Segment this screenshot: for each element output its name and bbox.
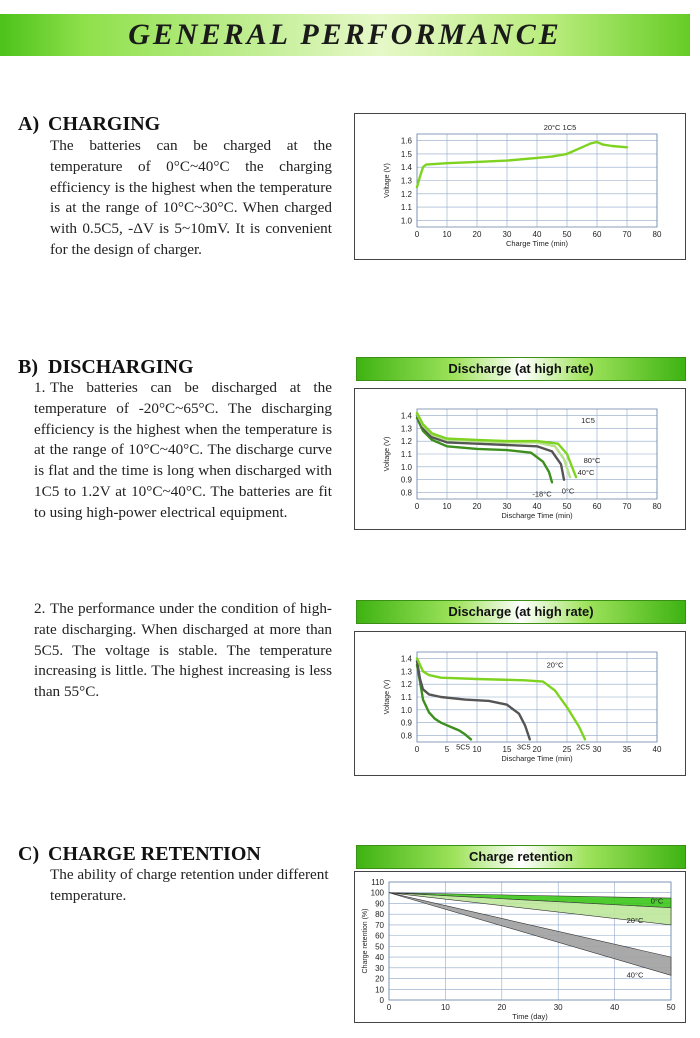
chart-annotation: 1C5 — [581, 416, 595, 426]
y-tick-label: 100 — [370, 888, 384, 898]
x-tick-label: 70 — [622, 230, 632, 239]
x-tick-label: 40 — [610, 1003, 620, 1012]
series-line — [417, 661, 530, 739]
series-label: 40°C — [626, 970, 644, 980]
y-tick-label: 1.1 — [400, 450, 412, 459]
y-tick-label: 20 — [375, 974, 384, 984]
chart-annotation: 20°C — [546, 660, 564, 670]
x-axis-label: Discharge Time (min) — [501, 754, 573, 763]
discharging-item-2 — [34, 599, 332, 703]
discharge-rate-chart — [354, 631, 686, 776]
retention-paragraph: The ability of charge retention under different temperature. — [50, 866, 329, 904]
x-tick-label: 35 — [622, 745, 632, 754]
y-tick-label: 1.0 — [400, 705, 412, 715]
x-tick-label: 40 — [532, 502, 542, 511]
section-letter: A) — [18, 113, 40, 135]
y-axis-label: Voltage (V) — [384, 436, 391, 472]
y-tick-label: 30 — [375, 963, 384, 973]
y-tick-label: 0.8 — [400, 488, 412, 498]
y-tick-label: 1.4 — [400, 654, 412, 664]
discharge-temperature-svg — [355, 389, 684, 528]
x-tick-label: 50 — [666, 1003, 676, 1012]
charge-curve-svg — [355, 114, 684, 258]
series-label: 20°C 1C5 — [543, 122, 577, 132]
series-label: 40°C — [577, 468, 595, 478]
x-tick-label: 30 — [592, 745, 602, 754]
series-label: 2C5 — [576, 742, 590, 752]
series-label: 80°C — [583, 456, 601, 466]
x-tick-label: 30 — [502, 502, 512, 511]
y-tick-label: 1.4 — [400, 163, 412, 173]
y-axis-label: Voltage (V) — [384, 163, 391, 198]
charge-retention-chart — [354, 871, 686, 1023]
item-text: The performance under the condition of high-rate discharging. When discharged at more than 5C5. The voltage is stable. The temperature increasing is little. The highest increasing is less than 55°C. — [34, 600, 332, 701]
charging-paragraph: The batteries can be charged at the temperature of 0°C~40°C the charging efficiency is the highest when the temperature is at the range of 10°C~30°C. When charged with 0.5C5, -ΔV is 5~10mV. It is convenient for the design of charger. — [50, 137, 332, 258]
x-tick-label: 40 — [652, 745, 662, 754]
charge-curve-chart — [354, 113, 686, 260]
series-label: 5C5 — [456, 742, 470, 752]
y-tick-label: 1.1 — [400, 693, 412, 702]
y-tick-label: 1.6 — [400, 136, 412, 146]
section-title: DISCHARGING — [48, 356, 194, 378]
series-line — [417, 418, 552, 482]
item-number: 2. — [34, 600, 46, 617]
x-tick-label: 0 — [414, 745, 420, 754]
y-tick-label: 40 — [375, 953, 384, 963]
y-tick-label: 10 — [375, 985, 384, 995]
x-tick-label: 60 — [592, 502, 602, 511]
x-tick-label: 80 — [652, 230, 662, 239]
x-tick-label: 40 — [532, 230, 542, 239]
y-tick-label: 0.8 — [400, 731, 412, 741]
y-tick-label: 1.2 — [400, 189, 412, 199]
y-axis-label: Voltage (V) — [384, 679, 391, 715]
y-tick-label: 0.9 — [400, 718, 412, 728]
page-title: GENERAL PERFORMANCE — [128, 18, 562, 51]
series-line — [417, 415, 564, 479]
x-tick-label: 25 — [562, 745, 572, 754]
x-tick-label: 15 — [502, 745, 512, 754]
y-tick-label: 1.0 — [400, 462, 412, 472]
y-tick-label: 1.3 — [400, 176, 412, 186]
y-tick-label: 0 — [379, 996, 384, 1005]
discharge-rate-svg — [355, 632, 684, 774]
series-label: 0°C — [561, 486, 575, 496]
y-tick-label: 1.3 — [400, 667, 412, 677]
series-label: 20°C — [626, 915, 644, 925]
x-axis-label: Charge Time (min) — [505, 239, 569, 248]
y-tick-label: 1.0 — [400, 216, 412, 226]
series-label: 3C5 — [516, 742, 531, 752]
y-axis-label: Charge retention (%) — [362, 908, 369, 974]
x-tick-label: 30 — [553, 1003, 563, 1012]
x-tick-label: 80 — [652, 502, 662, 511]
x-tick-label: 10 — [472, 745, 482, 754]
chart-title-bar: Discharge (at high rate) — [356, 600, 686, 624]
x-tick-label: 0 — [414, 230, 420, 239]
y-tick-label: 90 — [375, 899, 384, 909]
series-line — [417, 658, 585, 739]
section-letter: C) — [18, 843, 40, 865]
chart-title-bar: Discharge (at high rate) — [356, 357, 686, 381]
x-tick-label: 0 — [386, 1003, 392, 1012]
x-tick-label: 20 — [497, 1003, 507, 1012]
chart-title-bar: Charge retention — [356, 845, 686, 869]
x-tick-label: 10 — [442, 502, 452, 511]
x-tick-label: 70 — [622, 502, 632, 511]
section-heading-discharging — [18, 356, 194, 379]
y-tick-label: 60 — [375, 931, 384, 941]
y-tick-label: 70 — [375, 920, 384, 930]
y-tick-label: 80 — [375, 910, 384, 920]
section-title: CHARGE RETENTION — [48, 843, 261, 865]
y-tick-label: 1.2 — [400, 680, 412, 690]
series-line — [417, 665, 471, 740]
y-tick-label: 1.4 — [400, 411, 412, 421]
section-title: CHARGING — [48, 113, 161, 135]
y-tick-label: 1.5 — [400, 149, 412, 159]
x-tick-label: 30 — [502, 230, 512, 239]
discharging-item-1 — [34, 378, 332, 524]
series-label: 0°C — [650, 896, 664, 906]
x-tick-label: 0 — [414, 502, 420, 511]
x-tick-label: 10 — [440, 1003, 450, 1012]
x-tick-label: 20 — [532, 745, 542, 754]
x-axis-label: Time (day) — [512, 1012, 548, 1021]
discharge-temperature-chart — [354, 388, 686, 530]
x-tick-label: 50 — [562, 502, 572, 511]
y-tick-label: 1.2 — [400, 437, 412, 447]
x-tick-label: 50 — [562, 230, 572, 239]
x-tick-label: 10 — [442, 230, 452, 239]
x-tick-label: 5 — [444, 745, 450, 754]
item-text: The batteries can be discharged at the temperature of -20°C~65°C. The discharging efficiency is the highest when the temperature is at the range of 10°C~40°C. The discharge curve is flat and the time is long when discharged with 1C5 to 1.2V at 10°C~40°C. The batteries are fit to using high-power electrical equipment. — [34, 379, 332, 521]
y-tick-label: 0.9 — [400, 475, 412, 485]
y-tick-label: 50 — [375, 942, 384, 952]
charge-retention-svg — [355, 872, 684, 1021]
section-letter: B) — [18, 356, 38, 378]
x-axis-label: Discharge Time (min) — [501, 511, 573, 520]
item-number: 1. — [34, 379, 46, 396]
section-heading-retention — [18, 843, 261, 866]
y-tick-label: 1.3 — [400, 424, 412, 434]
section-heading-charging — [18, 113, 160, 136]
series-label: -18°C — [532, 489, 552, 499]
y-tick-label: 1.1 — [400, 203, 412, 213]
x-tick-label: 20 — [472, 502, 482, 511]
y-tick-label: 110 — [371, 878, 384, 887]
x-tick-label: 20 — [472, 230, 482, 239]
x-tick-label: 60 — [592, 230, 602, 239]
